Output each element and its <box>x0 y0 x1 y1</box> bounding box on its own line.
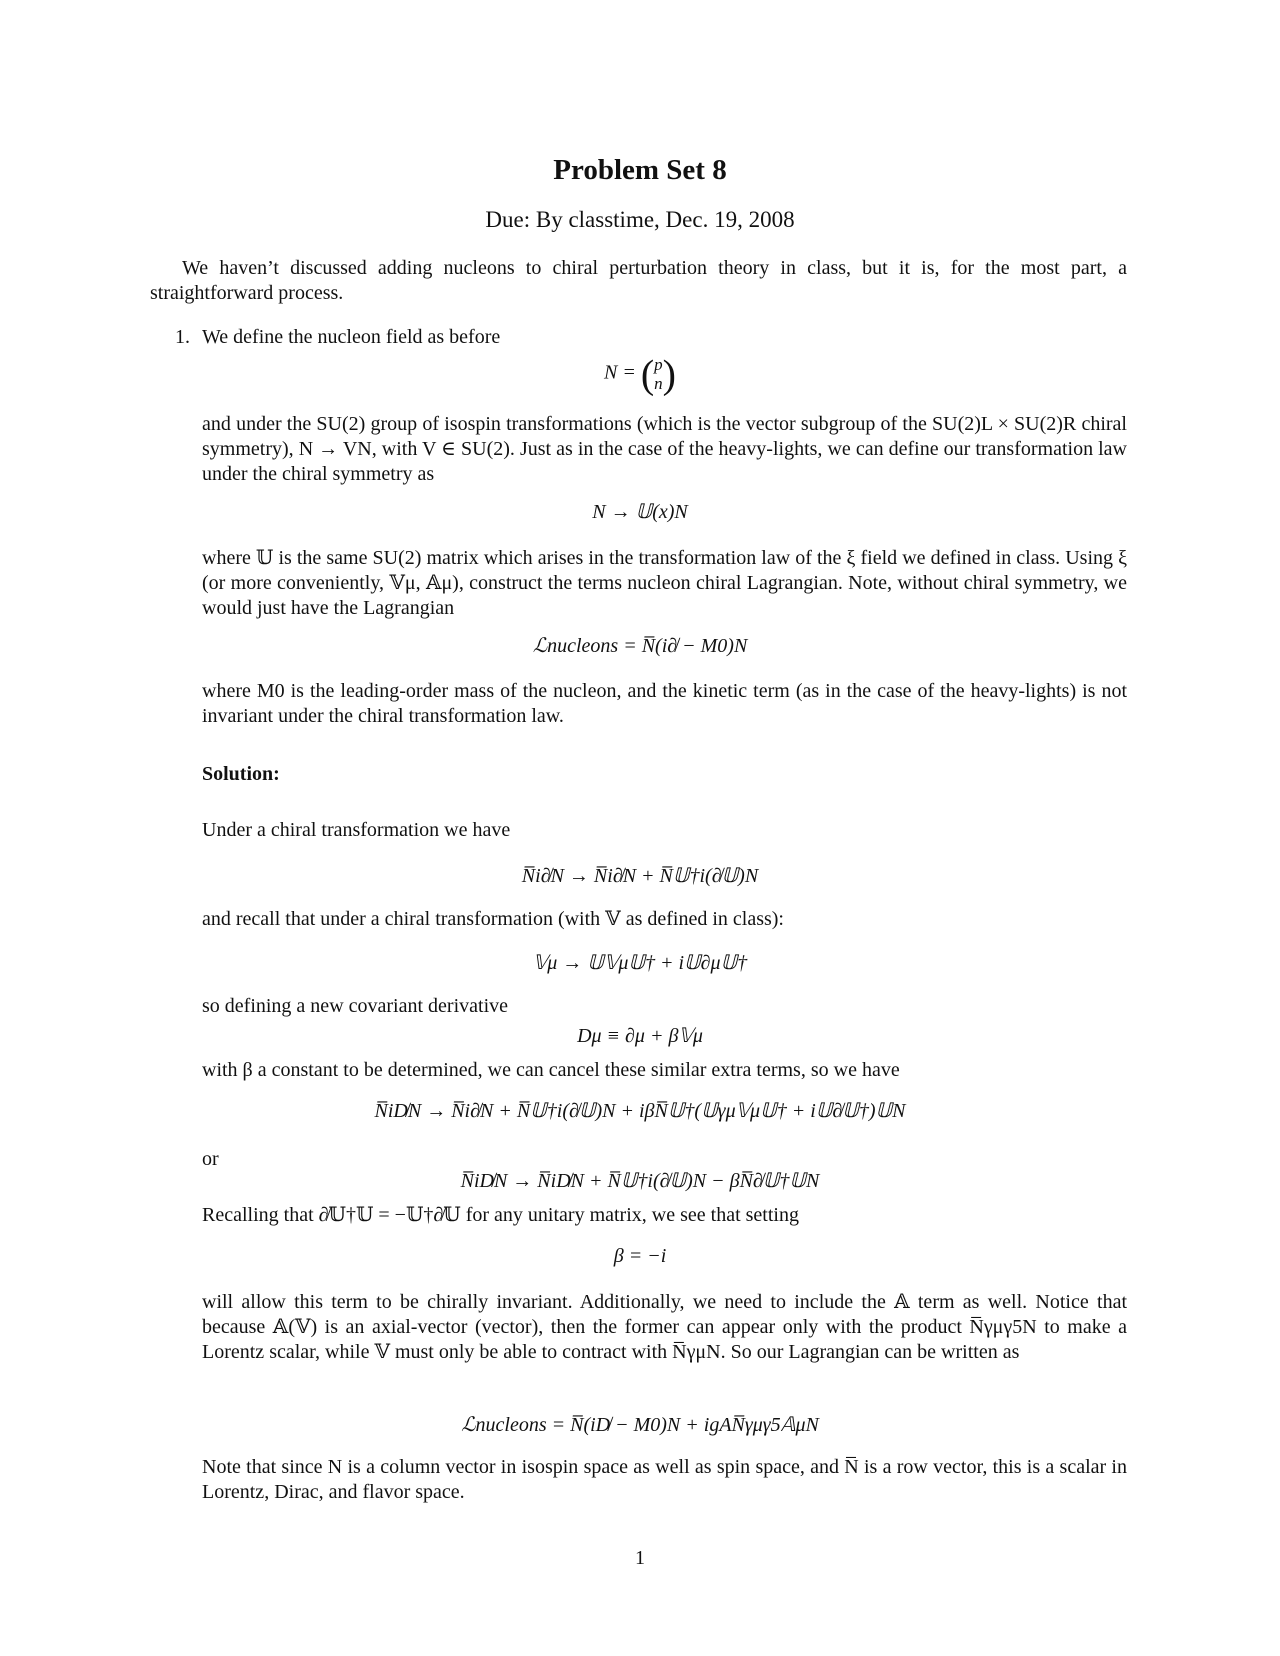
equation-covariant-derivative: Dμ ≡ ∂μ + β𝕍μ <box>577 1025 703 1047</box>
vector-top: p <box>654 355 663 374</box>
equation-kinetic-transform: N̅i∂̸N → N̅i∂̸N + N̅𝕌†i(∂̸𝕌)N <box>521 865 759 887</box>
equation-vector-transform: 𝕍μ → 𝕌𝕍μ𝕌† + i𝕌∂μ𝕌† <box>532 952 748 974</box>
solution-paragraph-7: Note that since N is a column vector in isospin space as well as spin space, and N̅ is a row vector, this is a scalar in Lorentz, Dirac, and flavor space. <box>202 1456 1127 1503</box>
paren-left-icon: ( <box>640 351 655 397</box>
equation-lagrangian-full: ℒnucleons = N̅(iD̸ − M0)N + igAN̅γμγ5𝔸μN <box>461 1414 819 1436</box>
solution-paragraph-3: so defining a new covariant derivative <box>202 995 508 1017</box>
problem-paragraph-1: and under the SU(2) group of isospin transformations (which is the vector subgroup of the SU(2)L × SU(2)R chiral symmetry), N → VN, with V ∈ SU(2). Just as in the case of the heavy-lights, we can define our transformation law under the chiral symmetry as <box>202 413 1127 485</box>
equation-lhs: N = <box>604 361 636 384</box>
equation-expansion: N̅iD̸N → N̅i∂̸N + N̅𝕌†i(∂̸𝕌)N + iβN̅𝕌†(𝕌γμ𝕍μ𝕌† + i𝕌∂̸𝕌†)𝕌N <box>374 1100 906 1122</box>
equation-result: N̅iD̸N → N̅iD̸N + N̅𝕌†i(∂̸𝕌)N − βN̅∂̸𝕌†𝕌N <box>460 1170 820 1192</box>
paren-right-icon: ) <box>662 351 676 397</box>
solution-paragraph-4: with β a constant to be determined, we can cancel these similar extra terms, so we have <box>202 1059 900 1081</box>
solution-or: or <box>202 1148 219 1170</box>
solution-heading: Solution: <box>202 763 280 785</box>
equation-nucleon-field <box>0 351 1280 397</box>
solution-paragraph-5: Recalling that ∂̸𝕌†𝕌 = −𝕌†∂̸𝕌 for any unitary matrix, we see that setting <box>202 1204 799 1226</box>
problem-paragraph-2: where 𝕌 is the same SU(2) matrix which arises in the transformation law of the ξ field we defined in class. Using ξ (or more conveniently, 𝕍μ, 𝔸μ), construct the terms nucleon chiral Lagrangian. Note, without chiral symmetry, we would just have the Lagrangian <box>202 547 1127 619</box>
equation-lagrangian-free: ℒnucleons = N̅(i∂̸ − M0)N <box>532 635 748 657</box>
intro-paragraph: We haven’t discussed adding nucleons to chiral perturbation theory in class, but it is, for the most part, a straightforward process. <box>150 257 1127 304</box>
solution-paragraph-1: Under a chiral transformation we have <box>202 819 511 841</box>
equation-chiral-law: N → 𝕌(x)N <box>592 501 688 523</box>
solution-paragraph-2: and recall that under a chiral transformation (with 𝕍 as defined in class): <box>202 908 784 930</box>
page-number: 1 <box>635 1547 645 1569</box>
problem-paragraph-3: where M0 is the leading-order mass of the nucleon, and the kinetic term (as in the case of the heavy-lights) is not invariant under the chiral transformation law. <box>202 680 1127 727</box>
equation-beta: β = −i <box>613 1245 667 1267</box>
vector-bottom: n <box>654 374 663 393</box>
due-date: Due: By classtime, Dec. 19, 2008 <box>485 207 795 232</box>
page-title: Problem Set 8 <box>553 154 727 186</box>
solution-paragraph-6: will allow this term to be chirally invariant. Additionally, we need to include the 𝔸 term as well. Notice that because 𝔸(𝕍) is an axial-vector (vector), then the former can appear only with the product N̅γμγ5N to make a Lorentz scalar, while 𝕍 must only be able to contract with N̅γμN. So our Lagrangian can be written as <box>202 1291 1127 1363</box>
item-number: 1. <box>175 326 190 348</box>
isospin-vector <box>654 355 663 393</box>
problem-lead: We define the nucleon field as before <box>202 326 501 348</box>
